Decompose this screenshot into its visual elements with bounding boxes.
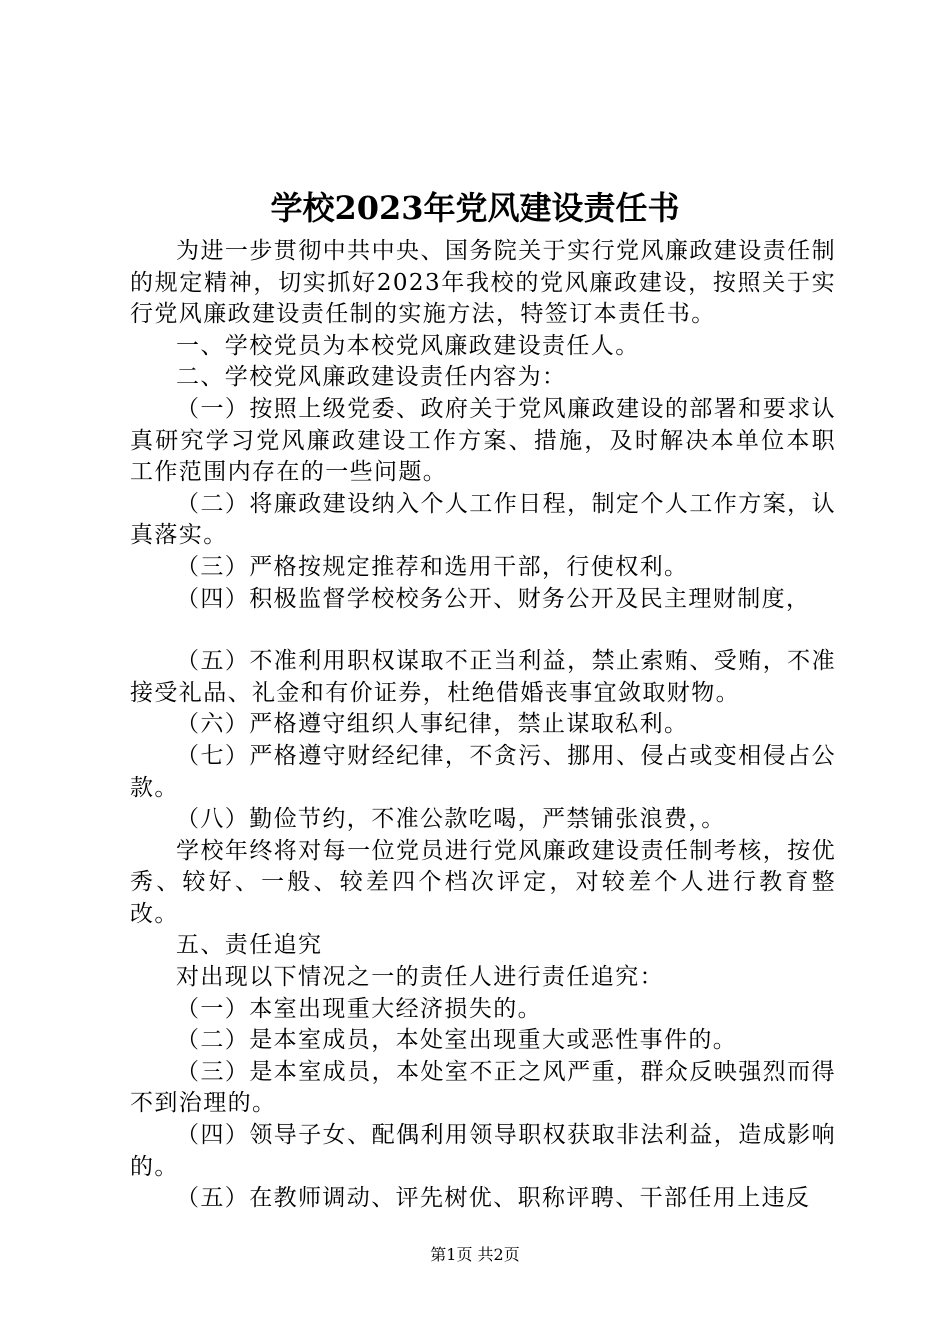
paragraph-item-5: 五、责任追究 (176, 932, 323, 959)
page-footer: 第1页 共2页 (430, 1245, 520, 1264)
paragraph-case-1: （一）本室出现重大经济损失的。 (176, 995, 542, 1022)
paragraph-case-4: （四）领导子女、配偶利用领导职权获取非法利益，造成影响的。 (130, 1122, 836, 1180)
paragraph-case-3: （三）是本室成员，本处室不正之风严重，群众反映强烈而得不到治理的。 (130, 1058, 836, 1117)
paragraph-sub-3: （三）严格按规定推荐和选用干部，行使权利。 (176, 553, 689, 580)
paragraph-intro: 为进一步贯彻中共中央、国务院关于实行党风廉政建设责任制的规定精神，切实抓好2023年我校的党风廉政建设，按照关于实行党风廉政建设责任制的实施方法，特签订本责任书。 (130, 238, 836, 328)
paragraph-assessment: 学校年终将对每一位党员进行党风廉政建设责任制考核，按优秀、较好、一般、较差四个档次评定，对较差个人进行教育整改。 (130, 837, 836, 927)
paragraph-sub-5: （五）不准利用职权谋取不正当利益，禁止索贿、受贿，不准接受礼品、礼金和有价证券，杜绝借婚丧事宜敛取财物。 (130, 648, 836, 706)
paragraph-sub-8: （八）勤俭节约，不准公款吃喝，严禁铺张浪费，。 (176, 806, 726, 833)
paragraph-accountability-intro: 对出现以下情况之一的责任人进行责任追究： (176, 964, 664, 991)
paragraph-sub-2: （二）将廉政建设纳入个人工作日程，制定个人工作方案，认真落实。 (130, 490, 836, 549)
paragraph-sub-7: （七）严格遵守财经纪律，不贪污、挪用、侵占或变相侵占公款。 (130, 742, 836, 801)
paragraph-item-2: 二、学校党风廉政建设责任内容为： (176, 364, 567, 391)
paragraph-item-1: 一、学校党员为本校党风廉政建设责任人。 (176, 332, 640, 359)
paragraph-case-2: （二）是本室成员，本处室出现重大或恶性事件的。 (176, 1027, 738, 1054)
paragraph-case-5: （五）在教师调动、评先树优、职称评聘、干部任用上违反 (176, 1185, 811, 1212)
paragraph-sub-6: （六）严格遵守组织人事纪律，禁止谋取私利。 (176, 711, 689, 738)
paragraph-sub-1: （一）按照上级党委、政府关于党风廉政建设的部署和要求认真研究学习党风廉政建设工作方案、措施，及时解决本单位本职工作范围内存在的一些问题。 (130, 395, 836, 486)
document-body (130, 236, 836, 1215)
paragraph-sub-4: （四）积极监督学校校务公开、财务公开及民主理财制度， (176, 585, 811, 612)
document-title: 学校2023年党风建设责任书 (270, 189, 680, 227)
